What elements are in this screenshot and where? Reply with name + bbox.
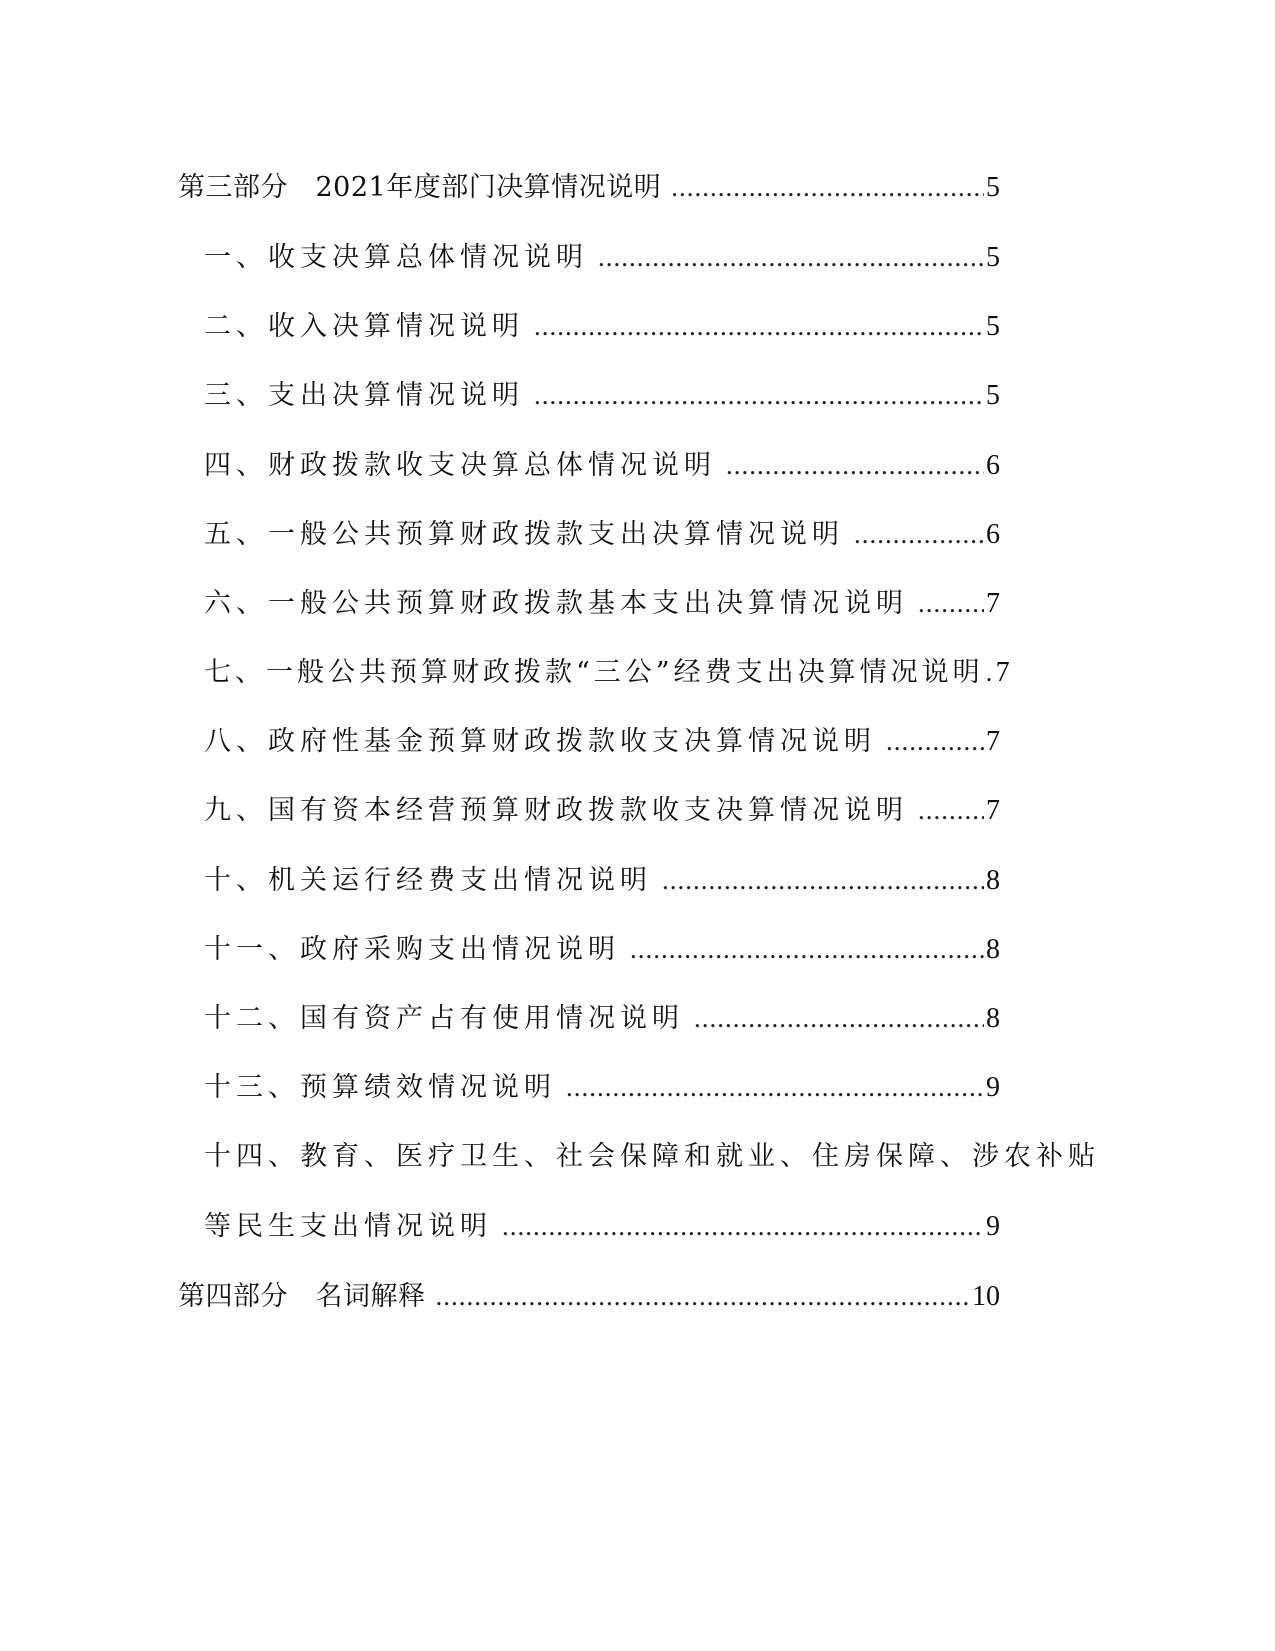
toc-entry-title: 十、机关运行经费支出情况说明: [204, 865, 652, 896]
toc-entry-page: 5: [986, 311, 1000, 342]
toc-entry-page: 8: [986, 1003, 1000, 1034]
leader-dots: [502, 1206, 984, 1246]
toc-entry-page: 7: [995, 657, 1010, 688]
toc-entry-title: 二、收入决算情况说明: [204, 311, 524, 342]
toc-entry-page: 8: [986, 865, 1000, 896]
toc-entry-title: 第四部分 名词解释: [178, 1281, 426, 1312]
toc-entry-page: 5: [986, 242, 1000, 273]
leader-dots: [886, 721, 984, 761]
leader-dots: [726, 445, 984, 485]
toc-entry-item-5[interactable]: [204, 514, 1000, 554]
toc-entry-item-14-line1[interactable]: 十四、教育、医疗卫生、社会保障和就业、住房保障、涉农补贴: [204, 1141, 1100, 1172]
toc-entry-title: 六、一般公共预算财政拨款基本支出决算情况说明: [204, 588, 908, 619]
toc-entry-item-6[interactable]: [204, 583, 1000, 623]
toc-entry-title: 十二、国有资产占有使用情况说明: [204, 1003, 684, 1034]
toc-entry-item-8[interactable]: [204, 721, 1000, 761]
toc-entry-item-14[interactable]: [204, 1206, 1000, 1246]
leader-dots: [918, 790, 984, 830]
toc-entry-page: 8: [986, 934, 1000, 965]
leader-dots: [566, 1067, 984, 1107]
toc-entry-item-12[interactable]: [204, 998, 1000, 1038]
toc-entry-title: 九、国有资本经营预算财政拨款收支决算情况说明: [204, 795, 908, 826]
leader-dots: [630, 929, 984, 969]
toc-entry-page: 7: [986, 795, 1000, 826]
leader-dots: [598, 237, 984, 277]
toc-entry-title: 三、支出决算情况说明: [204, 380, 524, 411]
toc-entry-title: 十一、政府采购支出情况说明: [204, 934, 620, 965]
toc-entry-item-3[interactable]: [204, 375, 1000, 415]
leader-dots: [662, 860, 984, 900]
leader-dots: [671, 167, 984, 207]
leader-dots: [534, 375, 984, 415]
toc-entry-title: 十三、预算绩效情况说明: [204, 1072, 556, 1103]
toc-entry-item-7[interactable]: [204, 652, 1010, 692]
toc-entry-page: 6: [986, 519, 1000, 550]
toc-entry-item-2[interactable]: [204, 306, 1000, 346]
leader-dots: [534, 306, 984, 346]
toc-entry-page: 7: [986, 726, 1000, 757]
toc-entry-page: 6: [986, 450, 1000, 481]
toc-entry-title: 一、收支决算总体情况说明: [204, 242, 588, 273]
toc-entry-item-13[interactable]: [204, 1067, 1000, 1107]
toc-entry-title: 第三部分 2021年度部门决算情况说明: [178, 172, 662, 203]
toc-entry-item-11[interactable]: [204, 929, 1000, 969]
toc-entry-page: 7: [986, 588, 1000, 619]
toc-entry-item-1[interactable]: [204, 237, 1000, 277]
toc-entry-part4[interactable]: [178, 1276, 1000, 1316]
leader-dots: [854, 514, 984, 554]
leader-dots: [436, 1276, 971, 1316]
toc-entry-page: 5: [986, 380, 1000, 411]
leader-dots: [986, 652, 994, 692]
toc-entry-item-4[interactable]: [204, 445, 1000, 485]
leader-dots: [694, 998, 984, 1038]
toc-entry-page: 5: [986, 172, 1000, 203]
toc-entry-part3[interactable]: [178, 167, 1000, 207]
toc-entry-title: 八、政府性基金预算财政拨款收支决算情况说明: [204, 726, 876, 757]
toc-entry-title: 七、一般公共预算财政拨款“三公”经费支出决算情况说明: [204, 657, 984, 688]
toc-entry-title: 等民生支出情况说明: [204, 1211, 492, 1242]
toc-entry-title: 四、财政拨款收支决算总体情况说明: [204, 450, 716, 481]
toc-entry-page: 9: [986, 1211, 1000, 1242]
toc-entry-page: 9: [986, 1072, 1000, 1103]
toc-entry-item-9[interactable]: [204, 790, 1000, 830]
toc-entry-item-10[interactable]: [204, 860, 1000, 900]
leader-dots: [918, 583, 984, 623]
toc-entry-page: 10: [972, 1281, 1000, 1312]
toc-entry-title: 五、一般公共预算财政拨款支出决算情况说明: [204, 519, 844, 550]
